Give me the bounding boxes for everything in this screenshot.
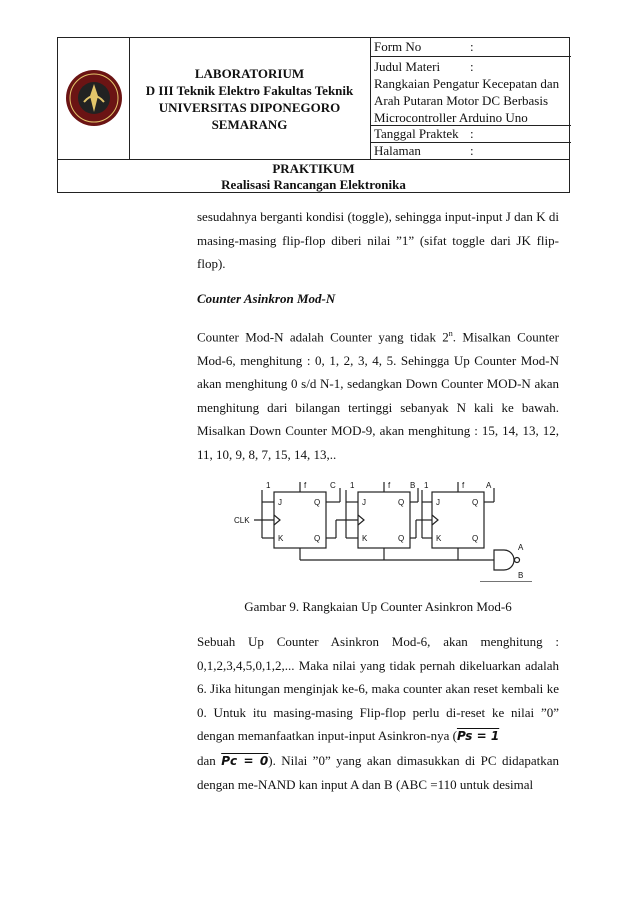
praktikum-title: PRAKTIKUM <box>272 161 355 176</box>
ff3-k-label: K <box>436 534 442 543</box>
form-no-label: Form No <box>374 39 422 54</box>
halaman-label: Halaman <box>374 143 421 158</box>
ff1-k-label: K <box>278 534 284 543</box>
halaman-sep: : <box>470 143 474 158</box>
preset-label-1: f <box>304 481 307 490</box>
output-c-label: C <box>330 481 336 490</box>
ff2-j-label: J <box>362 498 366 507</box>
logo-cell <box>58 38 130 159</box>
section-heading: Counter Asinkron Mod-N <box>197 291 336 306</box>
nand-input-a: A <box>518 543 524 552</box>
praktikum-cell <box>58 159 569 194</box>
tanggal-row <box>370 126 571 143</box>
ff2-q-label: Q <box>398 498 405 507</box>
lab-line-3: UNIVERSITAS DIPONEGORO <box>158 99 341 115</box>
ff2-k-label: K <box>362 534 368 543</box>
input-one-3: 1 <box>424 481 429 490</box>
output-b-label: B <box>410 481 416 490</box>
ff1-qbar-label: Q <box>314 534 321 543</box>
lab-line-1: LABORATORIUM <box>194 65 305 81</box>
ff1-q-label: Q <box>314 498 321 507</box>
university-logo <box>58 38 129 159</box>
clk-label: CLK <box>234 516 250 525</box>
paragraph-3-text-a: Sebuah Up Counter Asinkron Mod-6, akan menghitung : 0,1,2,3,4,5,0,1,2,... Maka nilai yang tidak pernah dikeluarkan adalah 6. Jika hitungan menginjak ke-6, maka counter akan reset kembali ke 0. Untuk itu masing-masing Flip-flop perlu di-reset ke nilai ”0” dengan memanfaatkan input-input Asinkron-nya ( <box>197 634 559 743</box>
judul-sep: : <box>470 59 474 74</box>
paragraph-2-sup: n <box>448 329 453 338</box>
paragraph-3 <box>197 630 559 797</box>
tanggal-sep: : <box>470 126 474 141</box>
lab-line-2: D III Teknik Elektro Fakultas Teknik <box>145 82 354 98</box>
nand-input-b: B <box>518 571 524 580</box>
ff3-q-label: Q <box>472 498 479 507</box>
paragraph-2 <box>197 322 559 466</box>
preset-label-3: f <box>462 481 465 490</box>
input-one-1: 1 <box>266 481 271 490</box>
judul-label: Judul Materi <box>374 59 441 74</box>
preset-label-2: f <box>388 481 391 490</box>
input-one-2: 1 <box>350 481 355 490</box>
praktikum-subtitle: Realisasi Rancangan Elektronika <box>221 177 406 192</box>
paragraph-2-text-a: Counter Mod-N adalah Counter yang tidak 2 <box>197 329 449 345</box>
judul-row <box>370 57 571 126</box>
paragraph-3-text-b: dan <box>197 752 222 768</box>
ps-equation: Ps = 1 <box>456 729 500 743</box>
paragraph-2-text-b: . Misalkan Counter Mod-6, menghitung : 0, 1, 2, 3, 4, 5. Sehingga Up Counter Mod-N akan menghitung 0 s/d N-1, sedangkan Down Counter MOD-N akan menghitung dari bilangan tertinggi sebanyak N kali ke bawah. Misalkan Down Counter MOD-9, akan menghitung : 15, 14, 13, 12, 11, 10, 9, 8, 7, 15, 14, 13,.. <box>197 329 559 462</box>
ff1-j-label: J <box>278 498 282 507</box>
document-header <box>57 37 570 193</box>
tanggal-label: Tanggal Praktek <box>374 126 459 141</box>
ff2-qbar-label: Q <box>398 534 405 543</box>
pc-equation: Pc = 0 <box>221 753 269 768</box>
ff3-qbar-label: Q <box>472 534 479 543</box>
form-no-sep: : <box>470 39 474 54</box>
ff3-j-label: J <box>436 498 440 507</box>
judul-value: Rangkaian Pengatur Kecepatan dan Arah Putaran Motor DC Berbasis Microcontroller Arduino Uno <box>374 76 560 125</box>
halaman-row <box>370 143 571 159</box>
form-no-row <box>370 38 571 57</box>
paragraph-1: sesudahnya berganti kondisi (toggle), sehingga input-input J dan K di masing-masing flip-flop diberi nilai ”1” (sifat toggle dari JK flip-flop). <box>197 209 559 271</box>
form-info-cell <box>370 38 571 159</box>
paragraph-3-text-c: ). Nilai ”0” yang akan dimasukkan di PC didapatkan dengan me-NAND kan input A dan B (ABC =110 untuk desimal <box>197 752 559 792</box>
output-a-label: A <box>486 481 492 490</box>
counter-circuit-diagram <box>232 478 532 582</box>
lab-title-cell <box>129 38 371 159</box>
figure-caption: Gambar 9. Rangkaian Up Counter Asinkron Mod-6 <box>244 599 512 614</box>
lab-line-4: SEMARANG <box>211 116 288 132</box>
